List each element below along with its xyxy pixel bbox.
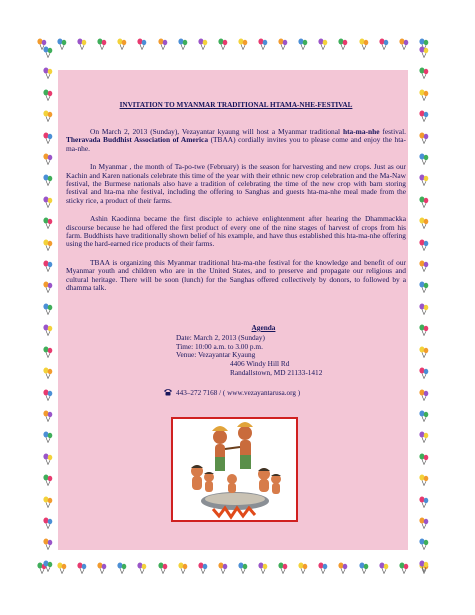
balloon-icon [378,38,390,50]
contact-text: 443–272 7168 / ( www.vezayantarusa.org ) [176,389,301,397]
balloon-icon [317,562,329,574]
balloon-icon [418,67,430,79]
balloon-icon [136,562,148,574]
balloon-icon [237,38,249,50]
balloon-icon [42,174,54,186]
balloon-icon [418,132,430,144]
festival-name: hta-ma-nhe [342,127,380,136]
balloon-icon [277,562,289,574]
balloon-icon [358,38,370,50]
balloon-icon [418,346,430,358]
balloon-icon [157,562,169,574]
paragraph-harvest: In Myanmar , the month of Ta-po-twe (February) is the season for harvesting and new crops. Just as our Kachin and Karen nationals celebrate this time of the year with their ethnic new crop celebration and the Ma-Naw festival, the Burmese nationals also have a tradition of celebrating the time of the new crop with barn storing festival and hta-ma nhe festival, including the offering to Sanghas and guests hta-ma-nhe meal made from the sticky rice, a product of their farms. [66,162,406,205]
invitation-title: INVITATION TO MYANMAR TRADITIONAL HTAMA-NHE-FESTIVAL [119,101,353,109]
balloon-icon [418,474,430,486]
balloon-icon [56,38,68,50]
balloon-icon [297,562,309,574]
balloon-icon [398,38,410,50]
balloon-icon [317,38,329,50]
balloon-icon [237,562,249,574]
organization-name: Theravada Buddhist Association of America [66,135,209,145]
balloon-icon [42,110,54,122]
balloon-icon [136,38,148,50]
intro-text-mid: festival. [379,127,406,136]
balloon-border-top [36,32,430,56]
balloon-icon [257,38,269,50]
balloon-icon [418,217,430,229]
balloon-icon [418,46,430,58]
balloon-icon [42,132,54,144]
balloon-border-left [36,46,60,572]
balloon-icon [297,38,309,50]
balloon-icon [42,153,54,165]
balloon-icon [42,303,54,315]
balloon-icon [116,38,128,50]
balloon-icon [277,38,289,50]
balloon-icon [418,38,430,50]
balloon-icon [418,453,430,465]
balloon-icon [36,562,48,574]
agenda-date: Date: March 2, 2013 (Sunday) [176,332,265,342]
balloon-icon [418,196,430,208]
balloon-icon [157,38,169,50]
balloon-icon [418,239,430,251]
balloon-icon [418,431,430,443]
balloon-icon [116,562,128,574]
balloon-icon [42,324,54,336]
balloon-icon [418,174,430,186]
balloon-icon [418,389,430,401]
balloon-icon [257,562,269,574]
balloon-icon [42,431,54,443]
balloon-icon [42,239,54,251]
balloon-icon [56,562,68,574]
balloon-icon [42,496,54,508]
balloon-icon [337,38,349,50]
balloon-icon [378,562,390,574]
agenda-address-city: Randallstown, MD 21133-1412 [230,367,323,377]
balloon-icon [42,346,54,358]
paragraph-intro [66,128,406,153]
balloon-icon [337,562,349,574]
balloon-icon [418,367,430,379]
balloon-icon [42,453,54,465]
agenda-time: Time: 10:00 a.m. to 3.00 p.m. [176,341,263,351]
balloon-icon [42,410,54,422]
balloon-icon [418,538,430,550]
balloon-icon [418,562,430,574]
balloon-icon [36,38,48,50]
contact-line [163,388,300,397]
balloon-icon [42,517,54,529]
agenda-heading: Agenda [251,323,276,332]
balloon-icon [418,89,430,101]
balloon-icon [42,89,54,101]
balloon-icon [418,324,430,336]
balloon-icon [418,281,430,293]
balloon-icon [418,496,430,508]
balloon-icon [42,217,54,229]
balloon-icon [418,153,430,165]
balloon-icon [42,367,54,379]
intro-text: On March 2, 2013 (Sunday), Vezayantar kyaung will host a Myanmar traditional [90,127,343,136]
balloon-icon [42,46,54,58]
intro-text-end: (TBAA) cordially invites you to please come and enjoy the hta-ma-nhe. [66,135,406,153]
balloon-icon [418,560,430,572]
balloon-icon [418,517,430,529]
balloon-icon [177,562,189,574]
agenda-venue: Venue: Vezayantar Kyaung [176,350,256,360]
balloon-icon [42,196,54,208]
balloon-icon [76,38,88,50]
balloon-icon [418,410,430,422]
balloon-icon [177,38,189,50]
balloon-icon [96,38,108,50]
paragraph-history: Ashin Kaodinna became the first disciple to achieve enlightenment after hearing the Dhammackka discourse because he had offered the first product of every one of the nine stages of harvest of crops from his farm. Buddhists have traditionally shown belief of his example, and have thus established this hta-ma-nhe offering using the hard-earned rice products of their farms. [66,214,406,249]
balloon-border-right [412,46,436,572]
phone-icon [163,388,173,396]
balloon-icon [42,538,54,550]
balloon-icon [42,474,54,486]
balloon-icon [42,389,54,401]
balloon-icon [197,38,209,50]
festival-illustration [171,417,298,522]
balloon-icon [418,303,430,315]
balloon-icon [418,110,430,122]
agenda-address-street: 4406 Windy Hill Rd [230,359,290,369]
balloon-icon [76,562,88,574]
festival-cooking-picture [173,419,296,520]
balloon-icon [96,562,108,574]
balloon-icon [42,67,54,79]
balloon-icon [197,562,209,574]
balloon-icon [398,562,410,574]
balloon-icon [358,562,370,574]
balloon-border-bottom [36,556,430,580]
balloon-icon [42,281,54,293]
balloon-icon [418,260,430,272]
invitation-body [66,128,406,303]
agenda-section [176,324,351,378]
balloon-icon [42,560,54,572]
balloon-icon [217,38,229,50]
balloon-icon [217,562,229,574]
balloon-icon [42,260,54,272]
paragraph-purpose: TBAA is organizing this Myanmar traditional hta-ma-nhe festival for the knowledge and benefit of our Myanmar youth and children who are in the United States, and to preserve and propagate our religious and cultural heritage. There will be soon (lunch) for the Sanghas offered collectively by donors, to followed by a dhamma talk. [66,257,406,293]
